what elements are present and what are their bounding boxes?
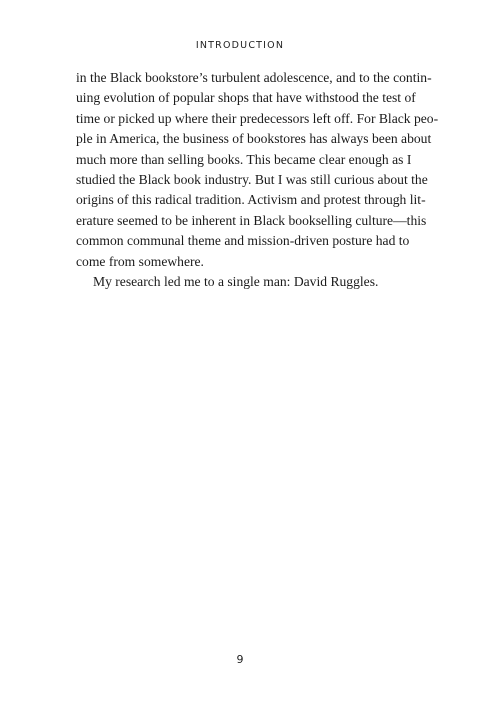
running-head: INTRODUCTION [195,40,285,51]
text-line: origins of this radical tradition. Activism and protest through lit- [76,192,426,208]
text-line: My research led me to a single man: David Ruggles. [93,274,379,290]
text-line: studied the Black book industry. But I was still curious about the [76,172,428,188]
paragraph [76,68,439,272]
text-line: ple in America, the business of bookstores has always been about [76,131,432,147]
text-line: erature seemed to be inherent in Black bookselling culture—this [76,212,427,228]
text-line: time or picked up where their predecessors left off. For Black peo- [76,110,439,126]
text-line: much more than selling books. This became clear enough as I [76,151,412,167]
text-line: in the Black bookstore’s turbulent adolescence, and to the contin- [76,70,432,85]
text-line: come from somewhere. [76,253,204,269]
body-text [76,68,439,292]
paragraph [76,272,406,292]
page-number: 9 [236,653,244,666]
text-line: common communal theme and mission-driven posture had to [76,233,410,249]
text-line: uing evolution of popular shops that have withstood the test of [76,90,416,106]
